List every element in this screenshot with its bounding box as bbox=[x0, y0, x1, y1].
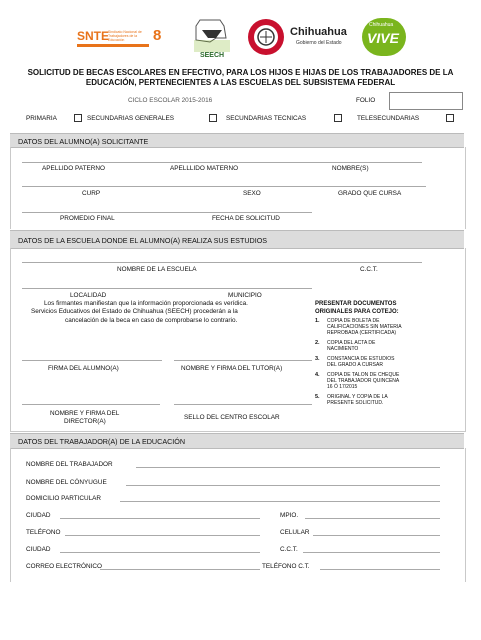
doc-item-text: NACIMIENTO bbox=[327, 346, 359, 353]
worker-conyuge-line[interactable] bbox=[126, 485, 440, 486]
worker-section-body bbox=[10, 448, 466, 582]
apellido-paterno-label: APELLIDO PATERNO bbox=[42, 165, 105, 172]
school-section-title: DATOS DE LA ESCUELA DONDE EL ALUMNO(A) REALIZA SUS ESTUDIOS bbox=[18, 236, 268, 245]
doc-item-number: 5. bbox=[315, 394, 320, 400]
doc-item-text: COPIA DEL ACTA DE bbox=[327, 340, 376, 347]
localidad-label: LOCALIDAD bbox=[70, 292, 107, 299]
level-sec-generales-checkbox[interactable] bbox=[209, 114, 217, 122]
worker-section-title: DATOS DEL TRABAJADOR(A) DE LA EDUCACIÓN bbox=[18, 437, 186, 446]
municipio-label: MUNICIPIO bbox=[228, 292, 262, 299]
chihuahua-logo-name: Chihuahua bbox=[290, 26, 347, 38]
doc-item-text: DEL TRABAJADOR QUINCENA bbox=[327, 378, 400, 385]
school-locality-line[interactable] bbox=[22, 288, 312, 289]
school-name-label: NOMBRE DE LA ESCUELA bbox=[117, 266, 197, 273]
disclaimer-line2: Servicios Educativos del Estado de Chihuahua (SEECH) procederán a la bbox=[31, 308, 238, 315]
worker-conyuge-label: NOMBRE DEL CÓNYUGUE bbox=[26, 479, 107, 486]
doc-item-text: CONSTANCIA DE ESTUDIOS bbox=[327, 356, 395, 362]
worker-ciudad2-line[interactable] bbox=[60, 552, 260, 553]
worker-mpio-line[interactable] bbox=[305, 518, 440, 519]
chihuahua-gobierno-logo bbox=[290, 26, 360, 48]
level-telesec-checkbox[interactable] bbox=[446, 114, 454, 122]
folio-field[interactable] bbox=[389, 92, 463, 110]
folio-label: FOLIO bbox=[356, 97, 376, 104]
fecha-solicitud-label: FECHA DE SOLICITUD bbox=[212, 215, 280, 222]
worker-telefono-ct-label: TELÉFONO C.T. bbox=[262, 563, 310, 570]
firma-tutor-line[interactable] bbox=[174, 360, 312, 361]
student-section-title: DATOS DEL ALUMNO(A) SOLICITANTE bbox=[18, 137, 149, 146]
nombres-label: NOMBRE(S) bbox=[332, 165, 369, 172]
doc-item-number: 3. bbox=[315, 356, 320, 362]
worker-cct-line[interactable] bbox=[303, 552, 440, 553]
level-sec-generales-label: SECUNDARIAS GENERALES bbox=[87, 115, 175, 122]
level-primaria-label: PRIMARIA bbox=[26, 115, 57, 122]
docs-title-line1: PRESENTAR DOCUMENTOS bbox=[315, 301, 397, 307]
worker-celular-line[interactable] bbox=[313, 535, 440, 536]
grado-label: GRADO QUE CURSA bbox=[338, 190, 402, 197]
student-name-line[interactable] bbox=[22, 162, 422, 163]
doc-item-text: DEL GRADO A CURSAR bbox=[327, 362, 383, 369]
apellido-materno-label: APELLLIDO MATERNO bbox=[170, 165, 239, 172]
form-title-line2: EDUCACIÓN, PERTENECIENTES A LAS ESCUELAS DEL SUBSISTEMA FEDERAL bbox=[85, 78, 396, 87]
worker-correo-label: CORREO ELECTRÓNICO bbox=[26, 563, 102, 570]
snte-logo bbox=[77, 27, 165, 53]
worker-ciudad-label: CIUDAD bbox=[26, 512, 51, 519]
worker-telefono-label: TELÉFONO bbox=[26, 529, 61, 536]
school-section-header bbox=[10, 230, 464, 249]
firma-tutor-label: NOMBRE Y FIRMA DEL TUTOR(A) bbox=[181, 365, 283, 372]
level-sec-tecnicas-checkbox[interactable] bbox=[334, 114, 342, 122]
doc-item-text: 16 Ó 17/2015 bbox=[327, 384, 358, 391]
disclaimer-line1: Los firmantes manifiestan que la información proporcionada es verídica. bbox=[44, 300, 248, 307]
snte-logo-name: SNTE bbox=[77, 29, 110, 43]
curp-label: CURP bbox=[82, 190, 101, 197]
doc-item-number: 2. bbox=[315, 340, 320, 347]
sello-label: SELLO DEL CENTRO ESCOLAR bbox=[184, 414, 280, 421]
level-sec-tecnicas-label: SECUNDARIAS TECNICAS bbox=[226, 115, 307, 122]
firma-alumno-label: FIRMA DEL ALUMNO(A) bbox=[48, 365, 119, 372]
promedio-label: PROMEDIO FINAL bbox=[60, 215, 115, 222]
student-section-header bbox=[10, 133, 464, 148]
worker-nombre-line[interactable] bbox=[136, 467, 440, 468]
worker-ciudad-line[interactable] bbox=[60, 518, 260, 519]
doc-item-text: REPROBADA (CERTIFICADA) bbox=[327, 330, 397, 337]
student-promedio-line[interactable] bbox=[22, 212, 312, 213]
chihuahua-logo-subtitle: Gobierno del Estado bbox=[296, 40, 342, 46]
school-cycle: CICLO ESCOLAR 2015-2016 bbox=[128, 97, 213, 104]
disclaimer-line3: cancelación de la beca en caso de comprobarse lo contrario. bbox=[65, 317, 238, 324]
school-cct-label: C.C.T. bbox=[360, 266, 378, 273]
firma-alumno-line[interactable] bbox=[22, 360, 162, 361]
doc-item-text: ORIGINAL Y COPIA DE LA bbox=[327, 394, 388, 400]
worker-mpio-label: MPIO. bbox=[280, 512, 299, 519]
docs-title-line2: ORIGINALES PARA COTEJO: bbox=[315, 309, 399, 315]
seech-logo-name: SEECH bbox=[199, 52, 225, 59]
firma-director-line[interactable] bbox=[22, 404, 160, 405]
snte-logo-tagline: Sindicato Nacional de Trabajadores de la Educación bbox=[108, 30, 142, 42]
vive-logo-top: Chihuahua bbox=[369, 22, 394, 28]
worker-telefono-ct-line[interactable] bbox=[320, 569, 440, 570]
doc-item-text: COPIA DE BOLETA DE bbox=[327, 318, 380, 324]
chihuahua-vive-logo bbox=[362, 18, 406, 56]
worker-cct-label: C.C.T. bbox=[280, 546, 298, 553]
school-name-line[interactable] bbox=[22, 262, 422, 263]
worker-celular-label: CELULAR bbox=[280, 529, 310, 536]
worker-domicilio-line[interactable] bbox=[120, 501, 440, 502]
doc-item-number: 1. bbox=[315, 318, 320, 324]
worker-correo-line[interactable] bbox=[100, 569, 260, 570]
level-telesec-label: TELESECUNDARIAS bbox=[357, 115, 420, 122]
form-title-line1: SOLICITUD DE BECAS ESCOLARES EN EFECTIVO, PARA LOS HIJOS E HIJAS DE LOS TRABAJADORES DE LA bbox=[27, 68, 454, 77]
doc-item-text: PRESENTE SOLICITUD. bbox=[327, 400, 384, 407]
chihuahua-seal-logo bbox=[246, 17, 286, 57]
worker-telefono-line[interactable] bbox=[65, 535, 260, 536]
doc-item-text: CALIFICACIONES SIN MATERIA bbox=[327, 324, 402, 331]
level-primaria-checkbox[interactable] bbox=[74, 114, 82, 122]
doc-item-text: COPIA DE TALON DE CHEQUE bbox=[327, 371, 400, 378]
firma-director-label-line1: NOMBRE Y FIRMA DEL bbox=[50, 410, 120, 417]
snte-logo-bar bbox=[77, 44, 149, 47]
worker-domicilio-label: DOMICILIO PARTICULAR bbox=[26, 495, 102, 502]
seech-logo bbox=[186, 18, 238, 60]
worker-ciudad2-label: CIUDAD bbox=[26, 546, 51, 553]
worker-section-header bbox=[10, 433, 464, 449]
firma-director-label-line2: DIRECTOR(A) bbox=[64, 418, 106, 425]
doc-item-number: 4. bbox=[315, 371, 320, 378]
sexo-label: SEXO bbox=[243, 190, 261, 197]
student-curp-line[interactable] bbox=[22, 186, 426, 187]
sello-line[interactable] bbox=[174, 404, 312, 405]
vive-logo-name: VIVE bbox=[367, 30, 399, 46]
worker-nombre-label: NOMBRE DEL TRABAJADOR bbox=[26, 461, 113, 468]
snte-logo-number: 8 bbox=[153, 27, 162, 44]
